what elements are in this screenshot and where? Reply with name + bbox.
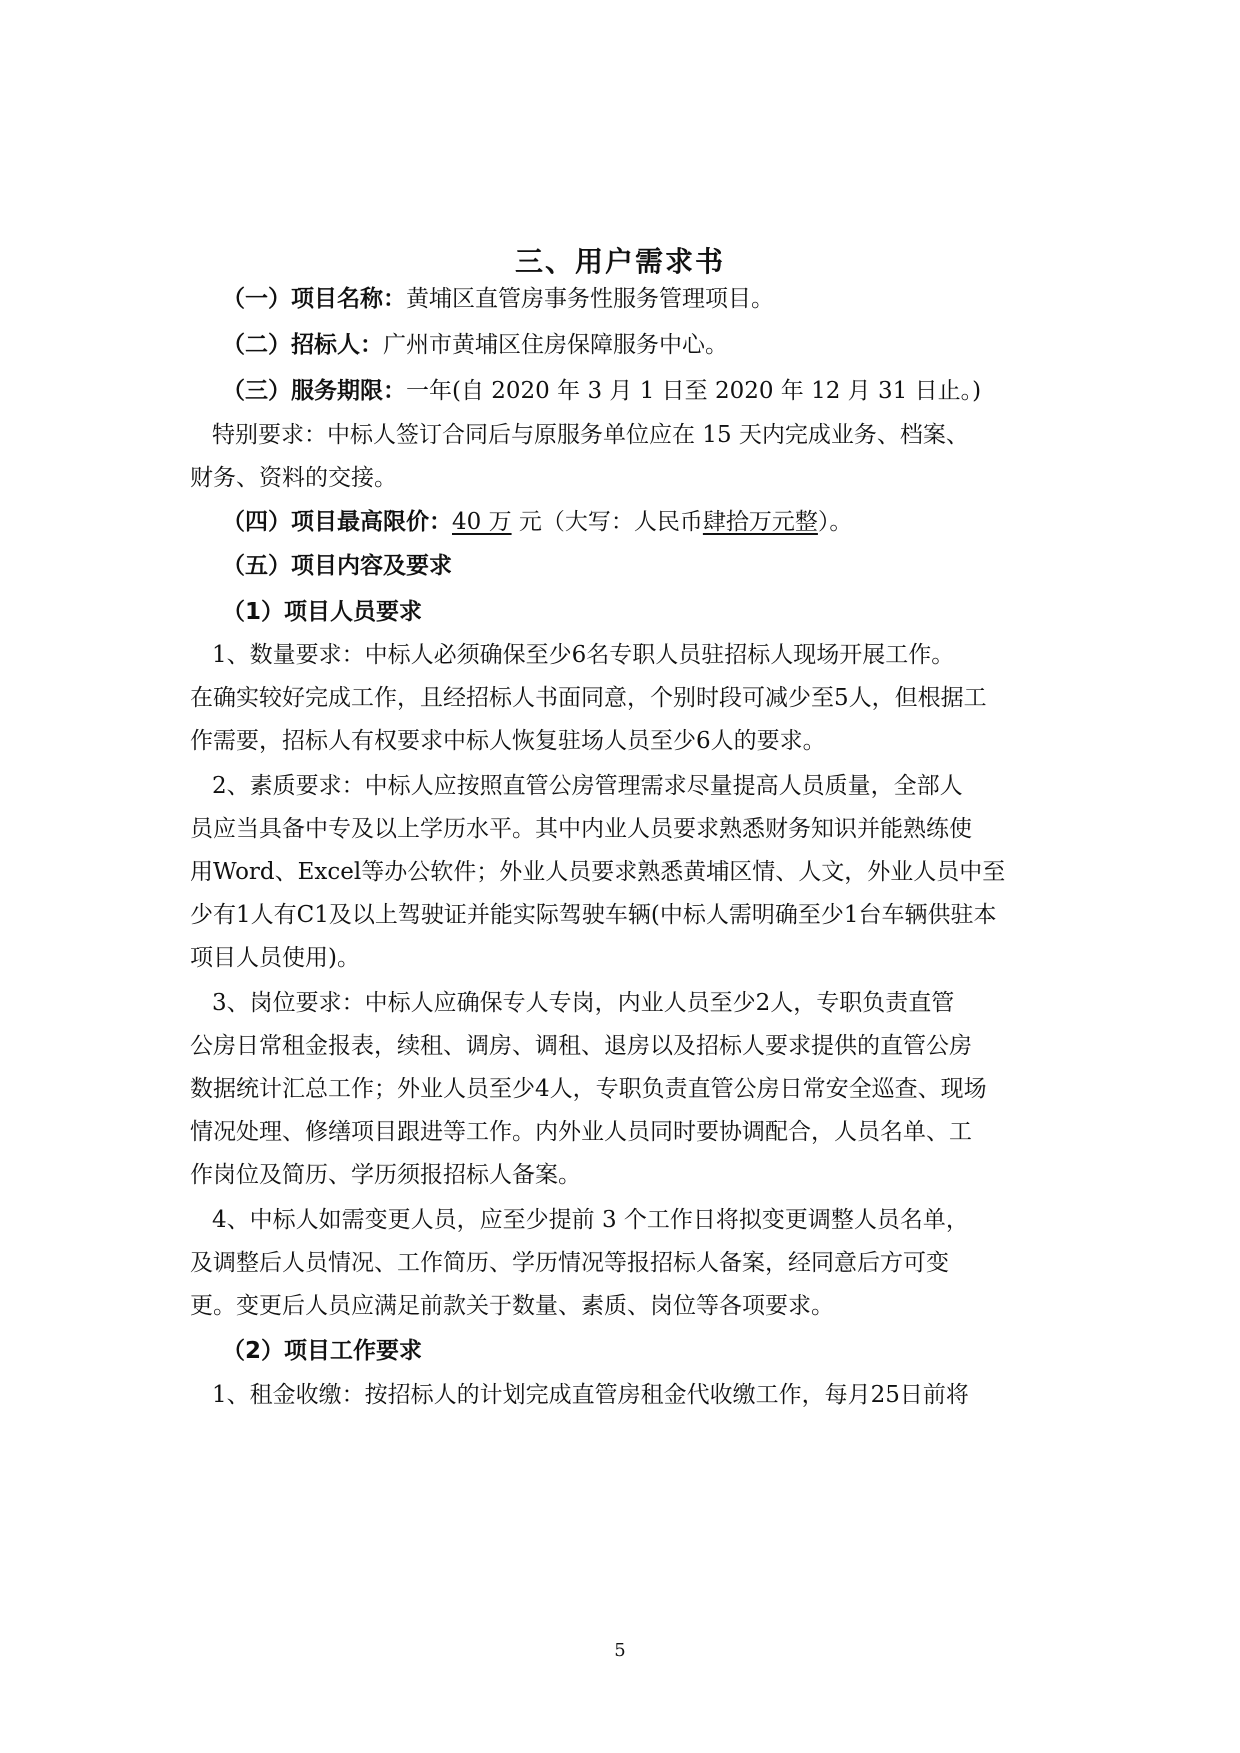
section-label: （三）服务期限： [222,378,406,404]
section-label: （二）招标人： [222,332,383,358]
page-number: 5 [614,1640,626,1661]
paragraph-change-line-2: 及调整后人员情况、工作简历、学历情况等报招标人备案，经同意后方可变 [190,1250,949,1276]
paragraph-quantity-line-1: 1、数量要求：中标人必须确保至少6名专职人员驻招标人现场开展工作。 [212,642,955,668]
price-tail: ）。 [817,509,853,535]
paragraph-quality-line-5: 项目人员使用)。 [190,945,360,971]
paragraph-post-line-5: 作岗位及简历、学历须报招标人备案。 [190,1162,581,1188]
paragraph-quality-line-4: 少有1人有C1及以上驾驶证并能实际驾驶车辆(中标人需明确至少1台车辆供驻本 [190,902,997,928]
section-project-name [222,284,1102,314]
section-tenderer [222,330,1102,360]
subheading-personnel: （1）项目人员要求 [222,599,423,625]
paragraph-change-line-3: 更。变更后人员应满足前款关于数量、素质、岗位等各项要求。 [190,1293,834,1319]
paragraph-post-line-4: 情况处理、修缮项目跟进等工作。内外业人员同时要协调配合，人员名单、工 [190,1119,972,1145]
section-text: 一年(自 2020 年 3 月 1 日至 2020 年 12 月 31 日止。) [406,378,982,404]
paragraph-change-line-1: 4、中标人如需变更人员，应至少提前 3 个工作日将拟变更调整人员名单， [212,1207,969,1233]
subheading-work: （2）项目工作要求 [222,1338,423,1364]
paragraph-post-line-3: 数据统计汇总工作；外业人员至少4人，专职负责直管公房日常安全巡查、现场 [190,1076,987,1102]
page-title: 三、用户需求书 [514,245,725,278]
special-requirement-line-2: 财务、资料的交接。 [190,465,397,491]
section-max-price [222,507,1102,537]
paragraph-post-line-2: 公房日常租金报表，续租、调房、调租、退房以及招标人要求提供的直管公房 [190,1033,972,1059]
section-text: 广州市黄埔区住房保障服务中心。 [383,332,728,358]
section-label: （四）项目最高限价： [222,509,452,535]
paragraph-quality-line-3: 用Word、Excel等办公软件；外业人员要求熟悉黄埔区情、人文，外业人员中至 [190,859,1006,885]
price-mid: 元（大写：人民币 [511,509,703,535]
paragraph-rent-line-1: 1、租金收缴：按招标人的计划完成直管房租金代收缴工作，每月25日前将 [212,1382,969,1408]
section-text: 黄埔区直管房事务性服务管理项目。 [406,286,774,312]
section-content-requirements: （五）项目内容及要求 [222,553,452,579]
paragraph-quantity-line-3: 作需要，招标人有权要求中标人恢复驻场人员至少6人的要求。 [190,728,826,754]
price-amount: 40 万 [452,509,512,535]
paragraph-post-line-1: 3、岗位要求：中标人应确保专人专岗，内业人员至少2人，专职负责直管 [212,990,955,1016]
paragraph-quality-line-2: 员应当具备中专及以上学历水平。其中内业人员要求熟悉财务知识并能熟练使 [190,816,972,842]
paragraph-quantity-line-2: 在确实较好完成工作，且经招标人书面同意，个别时段可减少至5人，但根据工 [190,685,987,711]
paragraph-quality-line-1: 2、素质要求：中标人应按照直管公房管理需求尽量提高人员质量，全部人 [212,773,963,799]
section-service-period [222,376,1102,406]
section-label: （一）项目名称： [222,286,406,312]
price-amount-chinese: 肆拾万元整 [702,509,818,535]
special-requirement-line-1: 特别要求：中标人签订合同后与原服务单位应在 15 天内完成业务、档案、 [212,422,969,448]
